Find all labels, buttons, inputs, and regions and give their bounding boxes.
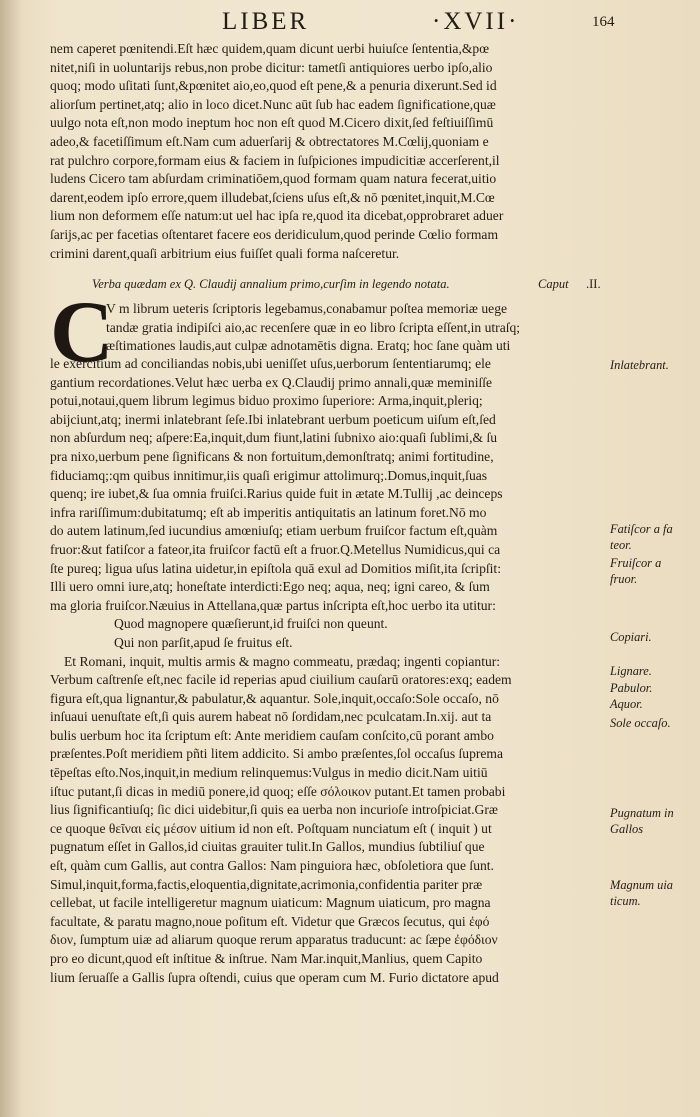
- text-line: Illi uero omni iure,atq; honeſtate interdicti:Ego neq; aqua, neq; igni careo, & ſum: [50, 579, 490, 595]
- text-line: ma gloria fruiſcor.Næuius in Attellana,quæ partus inſcripta eſt,hoc uerbo ita utitur:: [50, 597, 496, 613]
- text-line: darent,eodem ipſo errore,quem illudebat,ſciens uſus eſt,& nō pœnitet,inquit,M.Cœ: [50, 189, 495, 205]
- margin-note: Fatiſcor a fa: [610, 522, 673, 536]
- text-line: potui,notaui,quem librum legimus biduo proximo ſuperiore: Arma,inquit,pleriq;: [50, 393, 483, 409]
- text-line: Simul,inquit,forma,factis,eloquentia,dignitate,acrimonia,confidentia pariter præ: [50, 876, 483, 892]
- running-title-left: LIBER: [222, 8, 310, 35]
- text-line: æſtimationes laudis,aut culpæ adnotamētis digna. Eratq; hoc ſane quàm uti: [106, 338, 511, 354]
- text-line: uulgo nota eſt,non modo ineptum hoc non eſt quod M.Cicero dixit,ſed feſtiuiſſimū: [50, 115, 494, 131]
- text-line: pro eo dicunt,quod eſt inſtitue & inſtrue. Nam Mar.inquit,Manlius, quem Capito: [50, 951, 483, 966]
- text-line: tēpeſtas eſto.Nos,inquit,in medium relinquemus:Vulgus in medio dicit.Nam uitiū: [50, 765, 488, 781]
- margin-note: Fruiſcor a: [610, 556, 662, 570]
- text-line: nitet,niſi in uoluntarijs rebus,non probe dicitur: tametſi antiquiores uerbo ipſo,alio: [50, 59, 493, 75]
- gutter-shadow: [0, 0, 22, 1117]
- text-line: Verbum caſtrenſe eſt,nec facile id reperias apud ciuilium cauſarū oratores:exq; eadem: [50, 672, 512, 688]
- chapter-one-ending: [50, 40, 602, 263]
- text-line: præſentes.Poſt meridiem pñti litem addicito. Si ambo præſentes,ſol occaſus ſuprema: [50, 746, 504, 762]
- margin-note: fruor.: [610, 572, 638, 586]
- text-line: Quod magnopere quæſierunt,id fruiſci non queunt.: [114, 616, 388, 632]
- text-line: ſte pureq; ligua uſus latina uidetur,in epiſtola quā exul ad Domitios miſit,ita ſcripſit:: [50, 560, 501, 576]
- margin-note: Inlatebrant.: [610, 358, 669, 372]
- text-line: ſarijs,ac per facetias oſtentaret facere eos deridiculum,quod perinde Cœlio formam: [50, 226, 499, 242]
- margin-note: Pabulor.: [610, 681, 653, 695]
- text-line: infra rariſſimum:dubitatumq; eſt ab imperitis antiquitatis an latinum foret.Nō mo: [50, 504, 487, 520]
- margin-note: Magnum uia: [610, 878, 673, 892]
- margin-note: Aquor.: [610, 697, 643, 711]
- text-line: ce quoque θεῖναι εἰς μέσον uitium id non eſt. Poſtquam nunciatum eſt ( inquit ) ut: [50, 820, 492, 836]
- text-line: bulis uerbum hoc ita ſcriptum eſt: Ante meridiem cauſam conſcito,cū porant ambo: [50, 727, 494, 743]
- text-line: fiduciamq;:qm quibus innitimur,iis quaſi erigimur attolimurq;.Domus,inquit,ſuas: [50, 467, 488, 483]
- caput-number: .II.: [586, 277, 601, 291]
- text-line: tandæ gratia indipiſci aio,ac recenſere quæ in eo libro ſcripta eſſent,in utraſq;: [106, 319, 521, 335]
- text-line: διον, ſumptum uiæ ad aliarum quoque rerum apparatus traducunt: ac ſæpe ἐφόδιον: [50, 932, 498, 948]
- margin-note: Gallos: [610, 822, 644, 836]
- text-line: le exercitium ad conciliandas nobis,ubi ueniſſet uſus,uerborum ſententiarumq; ele: [50, 356, 491, 371]
- text-line: do autem latinum,ſed iucundius amœniuſq; etiam uerbum fruiſcor factum eſt,quàm: [50, 523, 498, 539]
- folio-number: 164: [592, 14, 615, 30]
- running-title-right: ·XVII·: [432, 8, 520, 35]
- text-line: rat pulchro corpore,formam eius & faciem in ſuſpiciones impudicitiæ accerſerent,il: [50, 152, 500, 168]
- text-line: inſuaui uenuſtate eſt,ſi quis aurem habeat nō ſordidam,nec pculcatam.In.xij. aut ta: [50, 709, 492, 725]
- text-line: nem caperet pœnitendi.Eſt hæc quidem,quam dicunt uerbi huiuſce ſententia,&pœ: [50, 41, 490, 56]
- text-line: pra nixo,uerbum pene ſignificans & non fortuitum,demonſtratq; animi fortitudine,: [50, 448, 494, 464]
- text-line: non abſurdum neq; aſpere:Ea,inquit,dum fiunt,latini ſubnixo aio:quaſi ſublimi,& ſu: [50, 430, 498, 446]
- text-line: quoq; modo uſitati ſunt,&pœnitet aio,eo,quod eſt pene,& a penuria dixerunt.Sed id: [50, 78, 497, 94]
- margin-note: Sole occaſo.: [610, 716, 671, 730]
- text-line: figura eſt,qua lignantur,& pabulatur,& aquantur. Sole,inquit,occaſo:Sole occaſo, nō: [50, 690, 499, 706]
- text-line: lium ſeruaſſe a Gallis ſupra oſtendi, cuius que operam cum M. Furio dictatore apud: [50, 969, 499, 985]
- margin-note: Pugnatum in: [610, 806, 674, 820]
- margin-note: Copiari.: [610, 630, 652, 644]
- text-line: abijciunt,atq; inermi inlatebrant ſeſe.Ibi inlatebrant uerbum poeticum uiſum eſt,ſed: [50, 411, 496, 427]
- text-line: quenq; ire iubet,& ſua omnia fruiſci.Rarius quide fuit in ætate M.Tullij ,ac deinceps: [50, 486, 503, 502]
- text-line: gantium recordationes.Velut hæc uerba ex Q.Claudij primo annali,quæ meminiſſe: [50, 374, 493, 390]
- text-line: Et Romani, inquit, multis armis & magno commeatu, prædaq; ingenti copiantur:: [64, 653, 501, 669]
- text-line: cellebat, ut facile intelligeretur magnum uiaticum: Magnum uiaticum, pro magna: [50, 895, 491, 911]
- chapter-two-body: [50, 355, 602, 987]
- text-line: fruor:&ut fatiſcor a fateor,ita fruiſcor factū eſt a fruor.Q.Metellus Numidicus,qui ca: [50, 541, 501, 557]
- text-line: facultate, & paratu magno,noue poſitum eſt. Videtur que Græcos ſecutus, qui ἐφό: [50, 913, 490, 929]
- chapter-opening-lines: [106, 300, 602, 356]
- text-line: V m librum ueteris ſcriptoris legebamus,conabamur poſtea memoriæ uege: [106, 301, 508, 316]
- margin-note: teor.: [610, 538, 632, 552]
- text-line: ludens Cicero tam abſurdam criminatiōem,quod formam quam natura fecerat,uitio: [50, 171, 497, 187]
- text-line: lium non deformem eſſe natum:ut uel hac ipſa re,quod ita dicebat,opprobraret aduer: [50, 208, 504, 224]
- text-line: adeo,& facetiſſimum eſt.Nam cum aduerſarij & obtrectatores M.Cœlij,quoniam e: [50, 133, 489, 149]
- margin-note: Lignare.: [610, 664, 652, 678]
- text-line: iſtuc putant,ſi dicas in mediū ponere,id quoq; eſſe σόλοικον putant.Et tamen probabi: [50, 783, 506, 799]
- text-line: eſt, quàm cum Gallis, aut contra Gallos: Nam pinguiora hæc, obſoletiora que ſunt.: [50, 858, 494, 874]
- text-line: lius ſignificantiuſq; ſic dici uidebitur,ſi quis ea uerba non incurioſe introſpiciat.Græ: [50, 802, 498, 818]
- text-line: Qui non parſit,apud ſe fruitus eſt.: [114, 634, 293, 650]
- chapter-subtitle: Verba quædam ex Q. Claudij annalium primo,curſim in legendo notata.: [92, 277, 450, 291]
- caput-label: Caput: [538, 277, 569, 291]
- running-header: [0, 4, 700, 38]
- chapter-heading: [92, 277, 602, 297]
- text-line: crimini darent,quaſi arbitrium eius fuiſſet quali forma naſceretur.: [50, 245, 400, 261]
- text-line: aliorſum pertinet,atq; alio in loco dicet.Nunc aūt ſub hac eadem ſignificatione,quæ: [50, 96, 496, 112]
- drop-cap-initial: C: [50, 284, 114, 381]
- margin-note: ticum.: [610, 894, 641, 908]
- text-line: pugnatum eſſet in Gallos,id ciuitas grauiter tulit.In Gallos, mundius ſubtiliuſ que: [50, 839, 485, 855]
